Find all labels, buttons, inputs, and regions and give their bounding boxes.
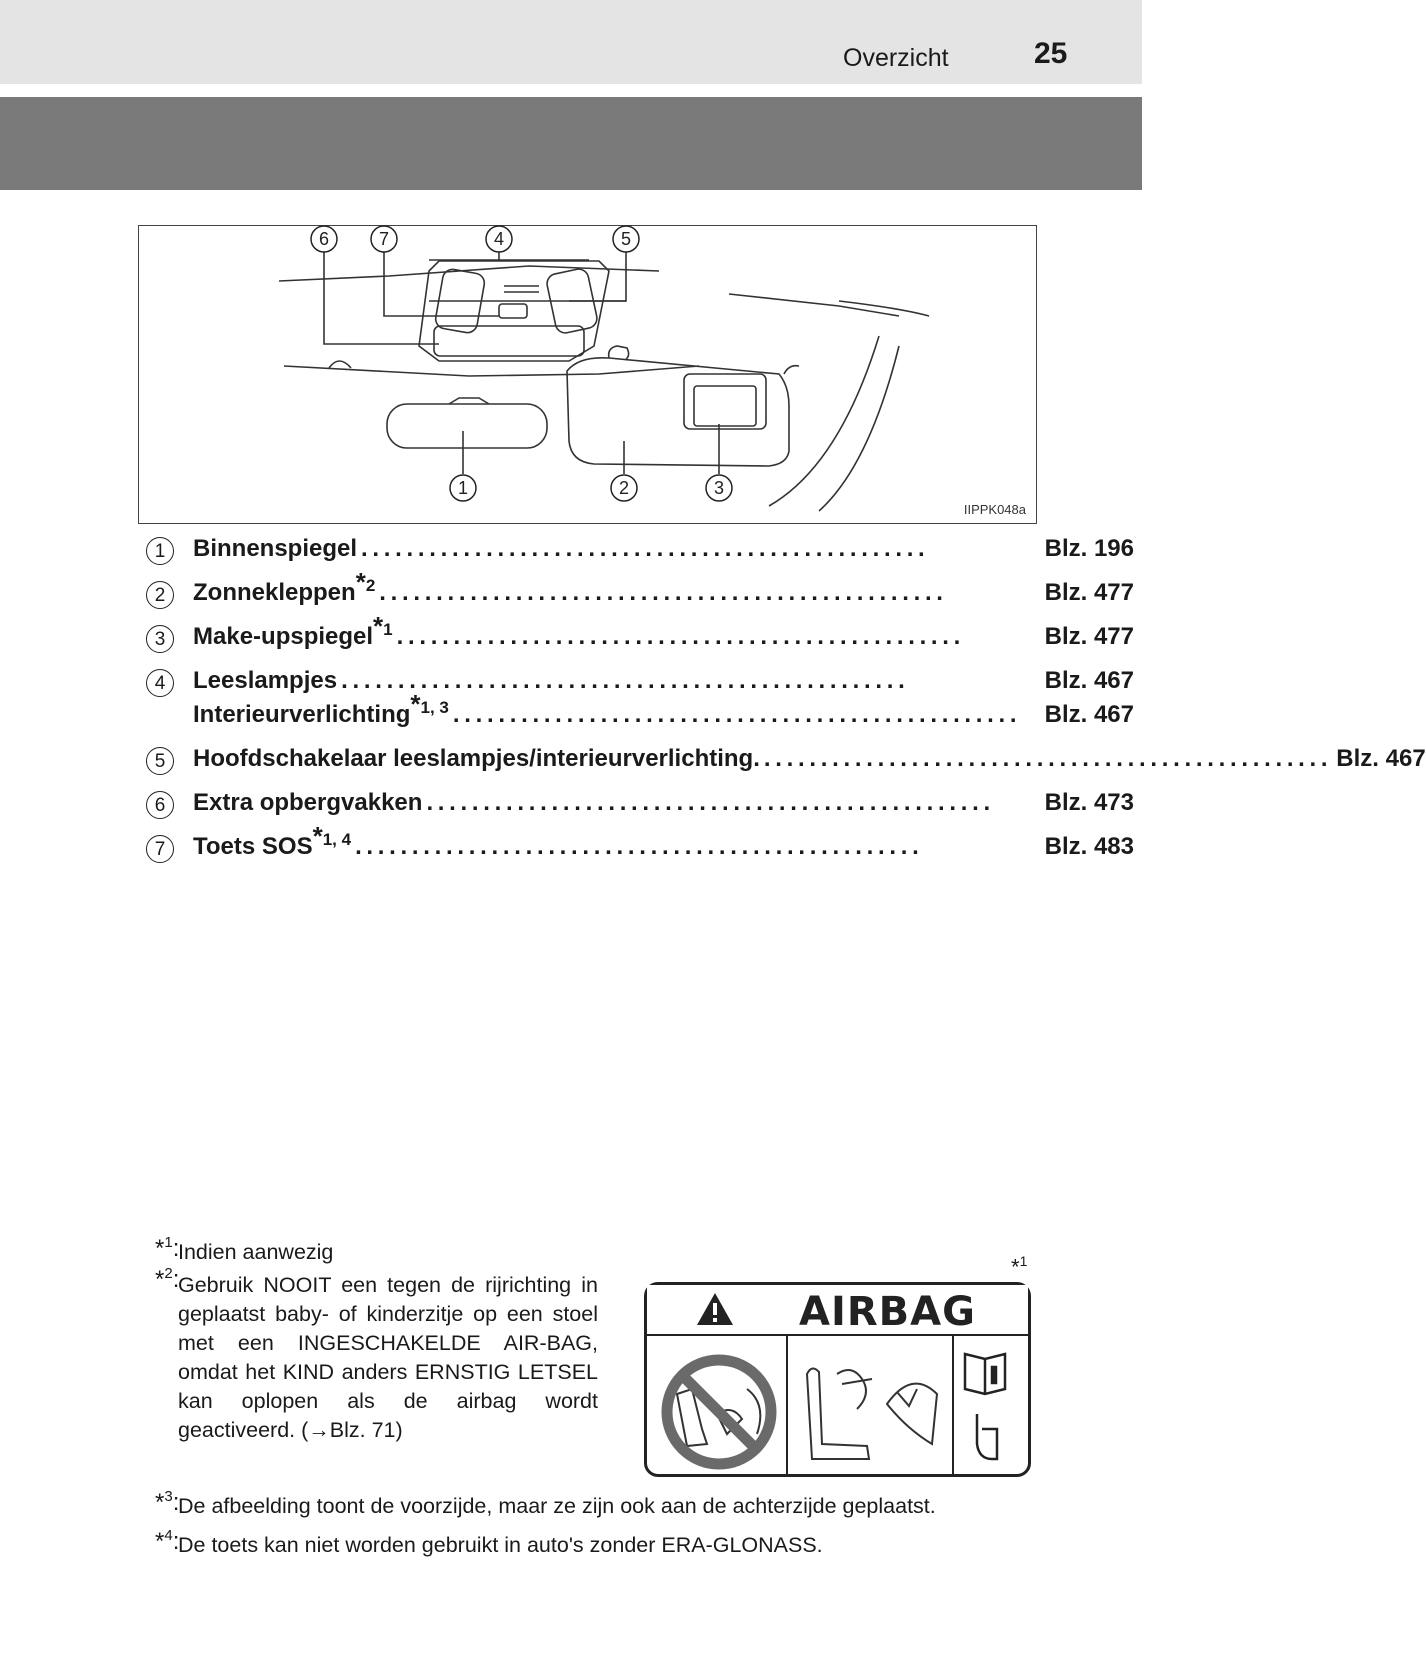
list-item: 6 Extra opbergvakken .................................................. Blz. 473 — [146, 787, 996, 831]
footnote-ref: 2 — [365, 576, 376, 595]
list-item: 5 Hoofdschakelaar leeslampjes/interieurverlichting. .................................................. Blz. 467 — [146, 743, 996, 787]
item-label: Extra opbergvakken — [193, 789, 423, 816]
list-item: 7 Toets SOS$^{*1, 4}$ .................................................. Blz. 483 — [146, 831, 996, 875]
footnote-text: De toets kan niet worden gebruikt in auto's zonder ERA-GLONASS. — [178, 1533, 823, 1557]
figure-code: IIPPK048a — [963, 502, 1026, 517]
overhead-console-drawing — [139, 226, 1036, 523]
page-ref-link[interactable]: Blz. 477 — [1044, 579, 1134, 606]
item-label: Zonnekleppen — [193, 579, 356, 606]
list-item: Interieurverlichting$^{*1, 3}$ .................................................. Blz. 467 — [193, 689, 1134, 728]
airbag-label-footnote-ref: *$^1$ — [1011, 1253, 1028, 1280]
warning-triangle-icon — [695, 1291, 735, 1327]
page-ref-link[interactable]: Blz. 467 — [1044, 701, 1134, 728]
footnote-text: Gebruik NOOIT een tegen de rijrichting in geplaatst baby- of kinderzitje op een stoel met een INGESCHAKELDE AIR-BAG, omdat het KIND anders ERNSTIG LETSEL kan oplopen als de airbag wordt geactiveerd. (→Blz. 71) — [178, 1273, 598, 1442]
header-band — [0, 97, 1142, 190]
airbag-pictograms — [647, 1334, 1028, 1474]
callout-4: 4 — [493, 229, 505, 249]
footnote-ref: 1, 4 — [322, 830, 352, 849]
footnote-text: De afbeelding toont de voorzijde, maar ze zijn ook aan de achterzijde geplaatst. — [178, 1494, 936, 1518]
item-number: 4 — [146, 669, 174, 697]
list-item: 3 Make-upspiegel$^{*1}$ .................................................. Blz. 477 — [146, 621, 996, 665]
callout-6: 6 — [318, 229, 330, 249]
page-number: 25 — [1034, 37, 1068, 70]
page-ref-link[interactable]: Blz. 196 — [1044, 535, 1134, 562]
page-ref-link[interactable]: Blz. 473 — [1044, 789, 1134, 816]
page-header — [0, 0, 1142, 84]
footnote-ref: 1 — [383, 620, 393, 639]
item-label: Toets SOS — [193, 833, 313, 860]
page-ref-link[interactable]: Blz. 467 — [1044, 667, 1134, 694]
item-label: Hoofdschakelaar leeslampjes/interieurverlichting. — [193, 745, 760, 772]
item-number: 1 — [146, 537, 174, 565]
callout-5: 5 — [620, 229, 632, 249]
list-item: 4 Leeslampjes .................................................. Blz. 467 — [146, 665, 996, 699]
manual-info-icon — [965, 1354, 1005, 1459]
item-number: 5 — [146, 747, 174, 775]
item-number: 3 — [146, 625, 174, 653]
item-label: Binnenspiegel — [193, 535, 358, 562]
airbag-warning-label — [644, 1282, 1031, 1477]
section-title: Overzicht — [843, 44, 949, 72]
callout-2: 2 — [618, 478, 630, 498]
footnote-ref: 1, 3 — [420, 698, 449, 717]
no-rear-facing-seat-icon — [667, 1360, 771, 1464]
list-item: 1 Binnenspiegel .................................................. Blz. 196 — [146, 533, 996, 577]
page-ref-link[interactable]: Blz. 467 — [1336, 745, 1426, 772]
item-number: 6 — [146, 791, 174, 819]
page-ref-link[interactable]: Blz. 477 — [1044, 623, 1134, 650]
component-list — [146, 533, 1426, 875]
airbag-deploy-icon — [807, 1368, 937, 1459]
airbag-word: AIRBAG — [799, 1289, 976, 1335]
callout-3: 3 — [713, 478, 725, 498]
item-number: 7 — [146, 835, 174, 863]
list-item: 2 Zonnekleppen$^{*2}$ .................................................. Blz. 477 — [146, 577, 996, 621]
footnote-text: Indien aanwezig — [178, 1240, 334, 1264]
item-number: 2 — [146, 581, 174, 609]
interior-illustration — [138, 225, 1037, 524]
callout-1: 1 — [457, 478, 469, 498]
item-label: Interieurverlichting — [193, 701, 411, 728]
callout-7: 7 — [378, 229, 390, 249]
item-label: Leeslampjes — [193, 667, 338, 694]
page-ref-link[interactable]: Blz. 483 — [1044, 833, 1134, 860]
item-label: Make-upspiegel — [193, 623, 374, 650]
